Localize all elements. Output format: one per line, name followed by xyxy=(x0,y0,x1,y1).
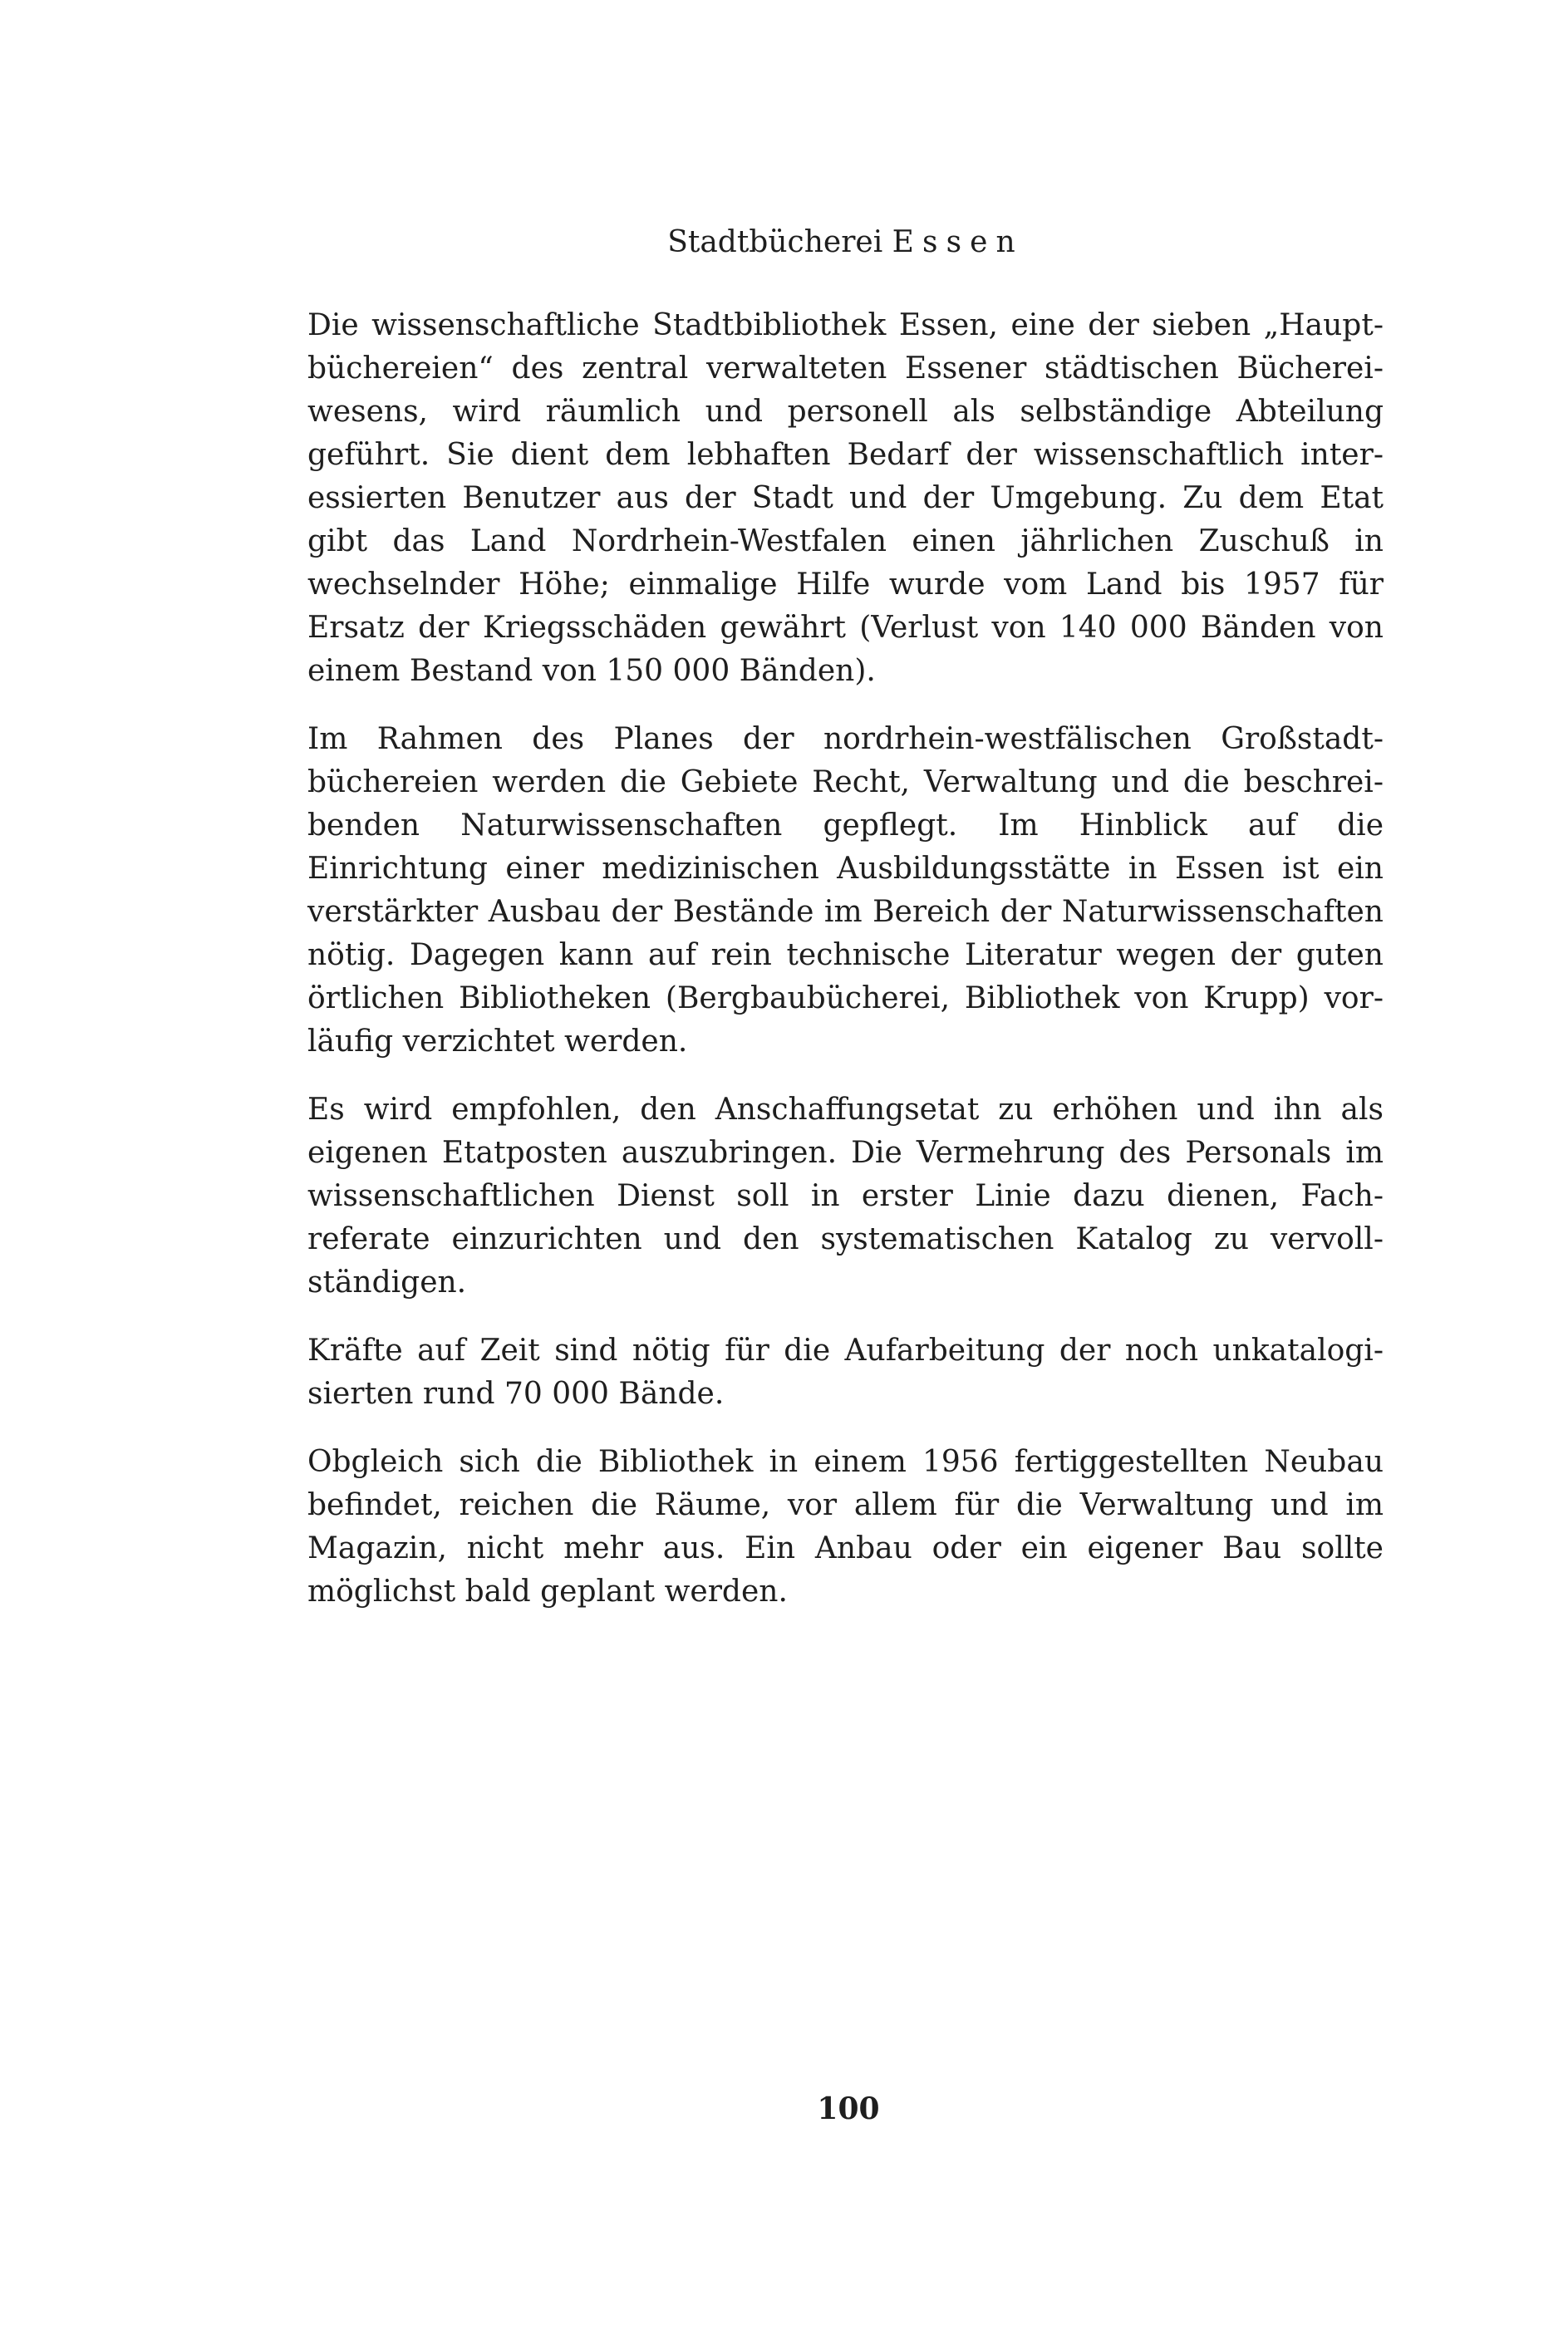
paragraph-1: Die wissenschaftliche Stadtbibliothek Essen, eine der sieben „Hauptbüchereien“ des zentral verwalteten Essener städtischen Büchereiwesens, wird räumlich und personell als selbständige Abteilung geführt. Sie dient dem lebhaften Bedarf der wissenschaftlich interessierten Benutzer aus der Stadt und der Umgebung. Zu dem Etat gibt das Land Nordrhein-Westfalen einen jährlichen Zuschuß in wechselnder Höhe; einmalige Hilfe wurde vom Land bis 1957 für Ersatz der Kriegsschäden gewährt (Verlust von 140 000 Bänden von einem Bestand von 150 000 Bänden). xyxy=(307,308,1384,688)
paragraph-3: Es wird empfohlen, den Anschaffungsetat zu erhöhen und ihn als eigenen Etatposten auszubringen. Die Vermehrung des Personals im wissenschaftlichen Dienst soll in erster Linie dazu dienen, Fachreferate einzurichten und den systematischen Katalog zu vervollständigen. xyxy=(307,1093,1384,1300)
paragraph-2: Im Rahmen des Planes der nordrhein-westfälischen Großstadtbüchereien werden die Gebiete Recht, Verwaltung und die beschreibenden Naturwissenschaften gepflegt. Im Hinblick auf die Einrichtung einer medizinischen Ausbildungsstätte in Essen ist ein verstärkter Ausbau der Bestände im Bereich der Naturwissenschaften nötig. Dagegen kann auf rein technische Literatur wegen der guten örtlichen Bibliotheken (Bergbaubücherei, Bibliothek von Krupp) vorläufig verzichtet werden. xyxy=(307,722,1384,1059)
body-text xyxy=(307,304,1384,1639)
paragraph-4: Kräfte auf Zeit sind nötig für die Aufarbeitung der noch unkatalogisierten rund 70 000 Bände. xyxy=(307,1334,1384,1411)
title-city: Essen xyxy=(892,225,1024,259)
page-number: 100 xyxy=(817,2091,880,2126)
paragraph-5: Obgleich sich die Bibliothek in einem 1956 fertiggestellten Neubau befindet, reichen die Räume, vor allem für die Verwaltung und im Magazin, nicht mehr aus. Ein Anbau oder ein eigener Bau sollte möglichst bald geplant werden. xyxy=(307,1445,1384,1609)
page-title xyxy=(307,223,1384,263)
title-prefix: Stadtbücherei xyxy=(667,225,883,259)
